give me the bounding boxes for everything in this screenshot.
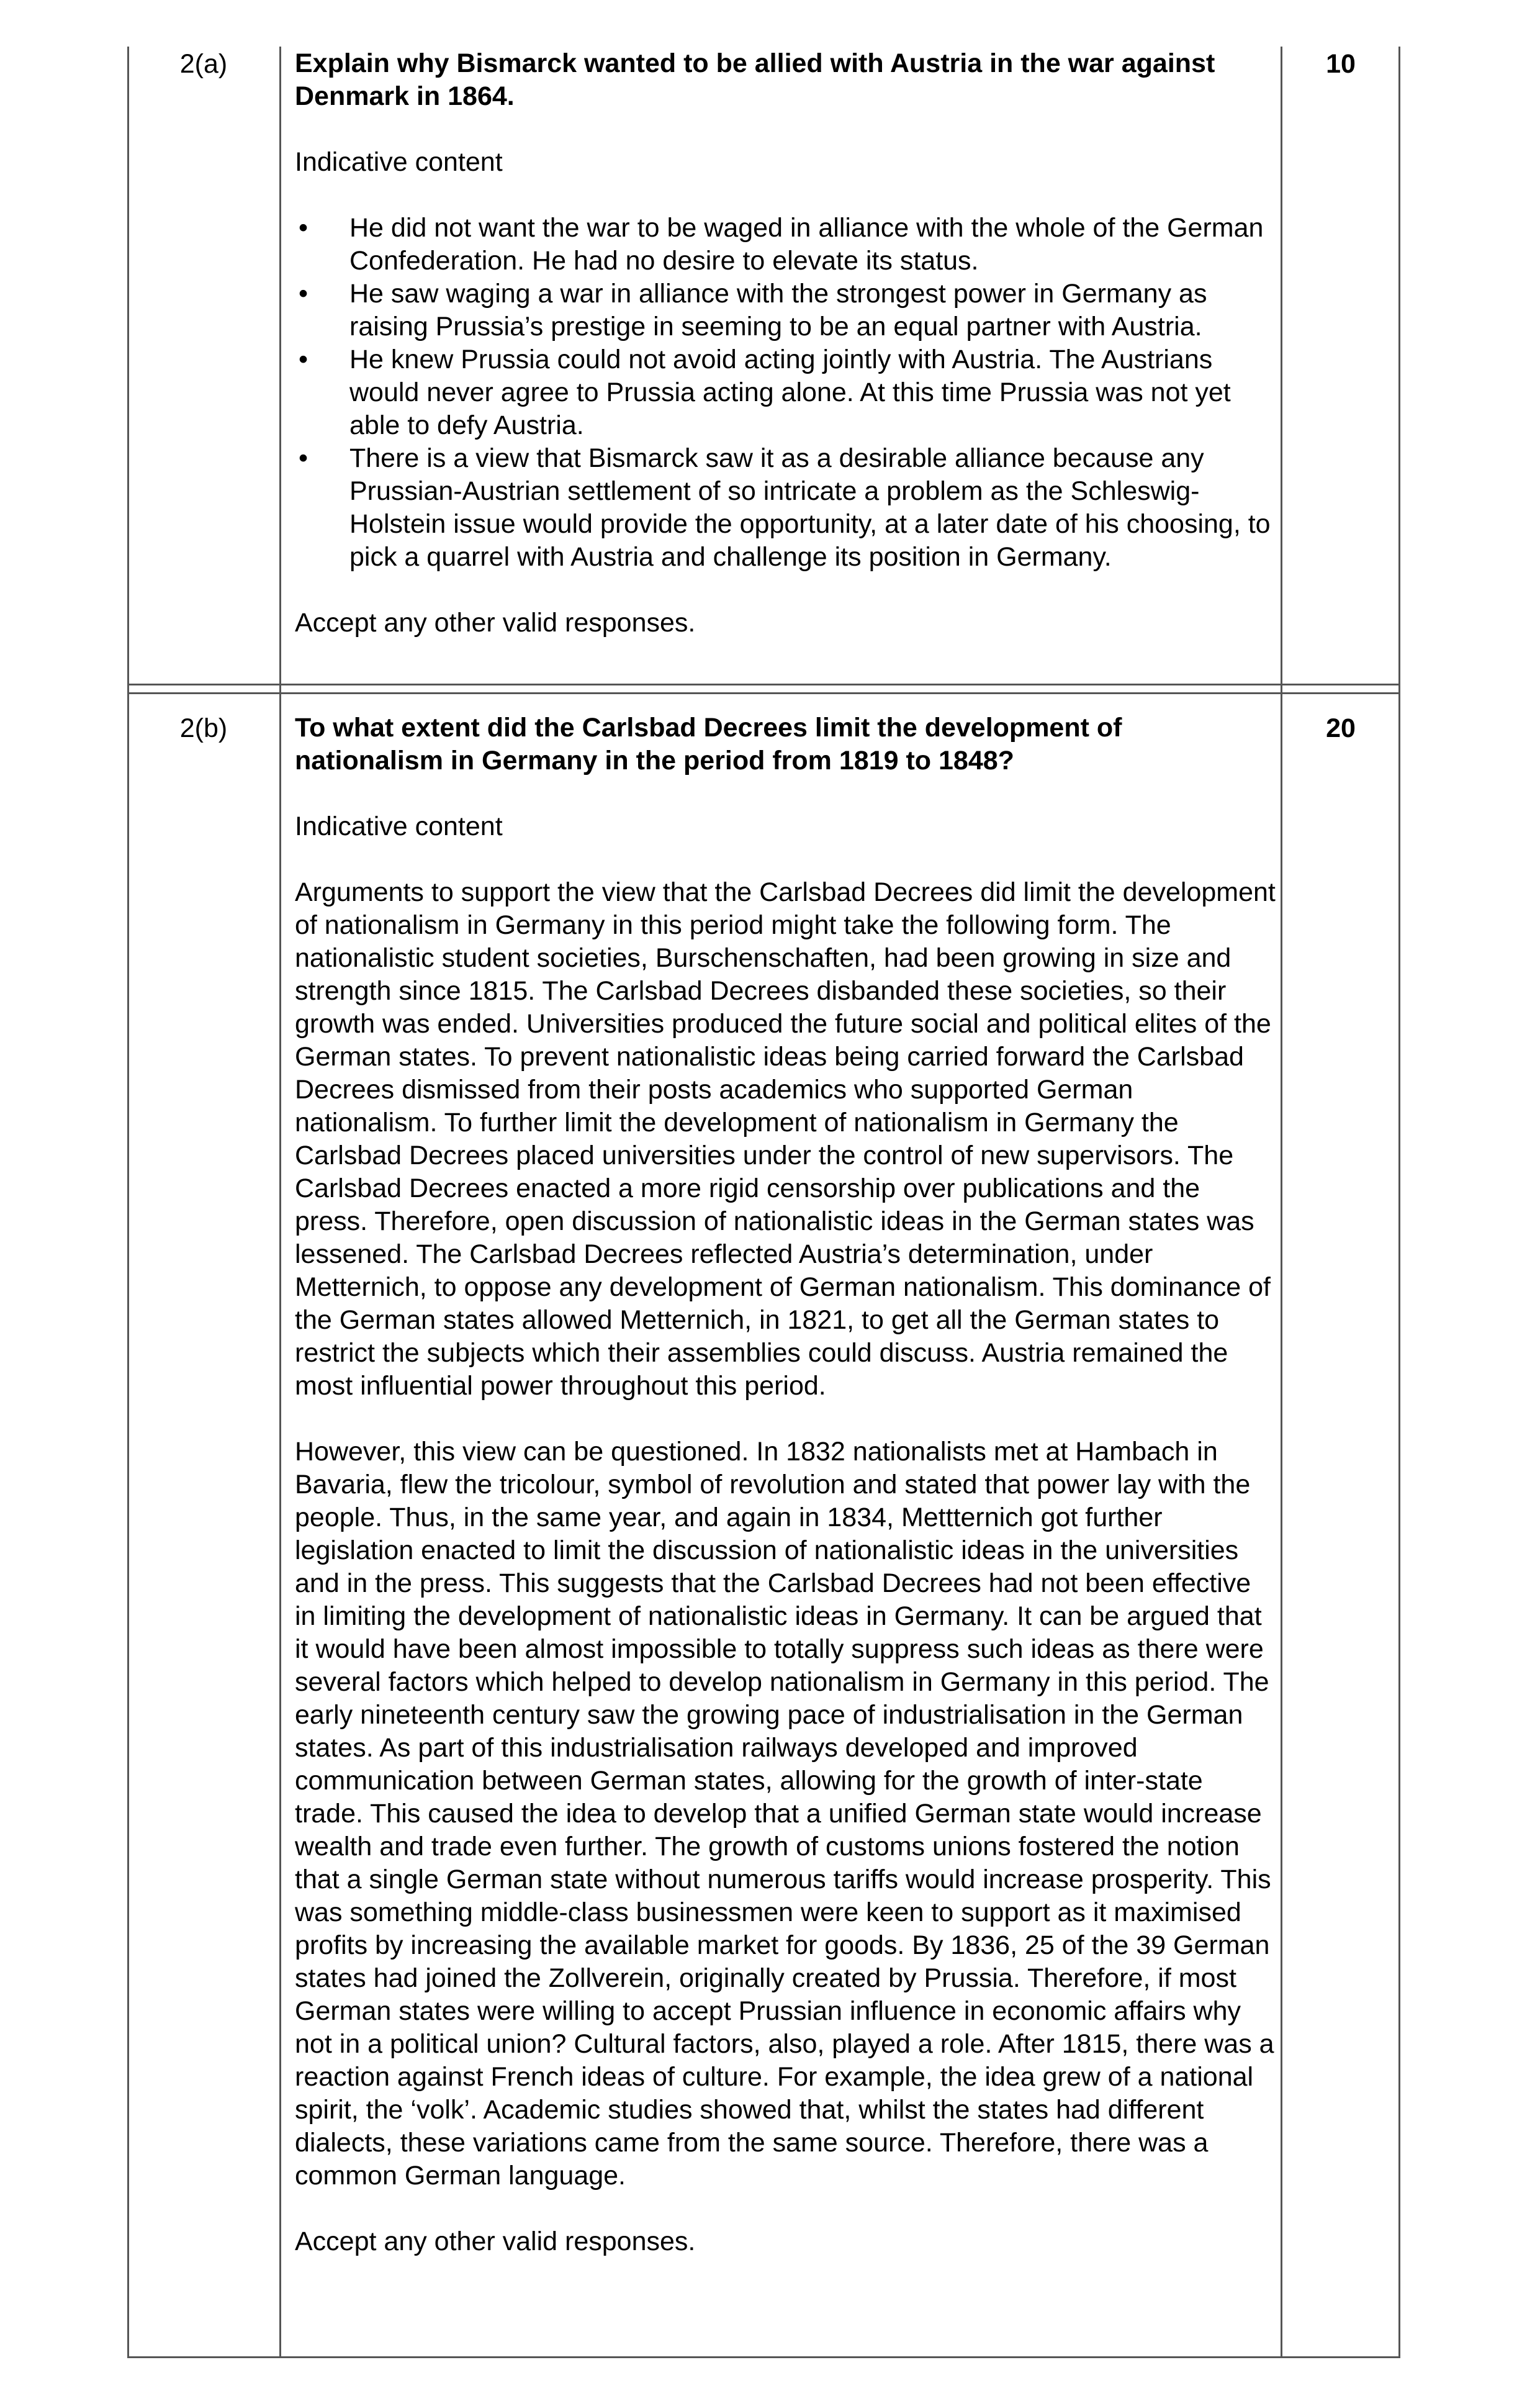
row-separator-top [127, 684, 1400, 685]
table-border-right [1398, 47, 1400, 2358]
bullet-item: • He knew Prussia could not avoid acting jointly with Austria. The Austrians would never agree to Prussia acting alone. At this time Prussia was not yet able to defy Austria. [295, 343, 1276, 442]
indicative-heading-2a: Indicative content [295, 147, 503, 177]
closing-note-2b: Accept any other valid responses. [295, 2227, 696, 2256]
question-number-2b: 2(b) [179, 713, 228, 743]
answer-cell-2b [295, 712, 1276, 2258]
question-text-2a: Explain why Bismarck wanted to be allied with Austria in the war against Denmark in 1864. [295, 48, 1215, 111]
question-text-2b: To what extent did the Carlsbad Decrees limit the development of nationalism in Germany in the period from 1819 to 1848? [295, 713, 1122, 775]
closing-note-2a: Accept any other valid responses. [295, 608, 696, 638]
argument-paragraph-counter: However, this view can be questioned. In 1832 nationalists met at Hambach in Bavaria, flew the tricolour, symbol of revolution and stated that power lay with the people. Thus, in the same year, and again in 1834, Mettternich got further legislation enacted to limit the discussion of nationalistic ideas in the universities and in the press. This suggests that the Carlsbad Decrees had not been effective in limiting the development of nationalistic ideas in Germany. It can be argued that it would have been almost impossible to totally suppress such ideas as there were several factors which helped to develop nationalism in Germany in this period. The early nineteenth century saw the growing pace of industrialisation in the German states. As part of this industrialisation railways developed and improved communication between German states, allowing for the growth of inter-state trade. This caused the idea to develop that a unified German state would increase wealth and trade even further. The growth of customs unions fostered the notion that a single German state without numerous tariffs would increase prosperity. This was something middle-class businessmen were keen to support as it maximised profits by increasing the available market for goods. By 1836, 25 of the 39 German states had joined the Zollverein, originally created by Prussia. Therefore, if most German states were willing to accept Prussian influence in economic affairs why not in a political union? Cultural factors, also, played a role. After 1815, there was a reaction against French ideas of culture. For example, the idea grew of a national spirit, the ‘volk’. Academic studies showed that, whilst the states had different dialects, these variations came from the same source. Therefore, there was a common German language. [295, 1437, 1274, 2191]
marks-2a: 10 [1326, 49, 1356, 79]
column-divider-1 [279, 47, 281, 2358]
question-number-2a: 2(a) [179, 49, 228, 79]
row-separator-bottom [127, 692, 1400, 694]
marks-2b: 20 [1326, 713, 1356, 743]
table-border-bottom [127, 2356, 1400, 2358]
indicative-heading-2b: Indicative content [295, 812, 503, 841]
answer-cell-2a [295, 47, 1276, 640]
column-divider-2 [1281, 47, 1282, 2358]
argument-paragraph-support: Arguments to support the view that the Carlsbad Decrees did limit the development of nationalism in Germany in this period might take the following form. The nationalistic student societies, Burschenschaften, had been growing in size and strength since 1815. The Carlsbad Decrees disbanded these societies, so their growth was ended. Universities produced the future social and political elites of the German states. To prevent nationalistic ideas being carried forward the Carlsbad Decrees dismissed from their posts academics who supported German nationalism. To further limit the development of nationalism in Germany the Carlsbad Decrees placed universities under the control of new supervisors. The Carlsbad Decrees enacted a more rigid censorship over publications and the press. Therefore, open discussion of nationalistic ideas in the German states was lessened. The Carlsbad Decrees reflected Austria’s determination, under Metternich, to oppose any development of German nationalism. This dominance of the German states allowed Metternich, in 1821, to get all the German states to restrict the subjects which their assemblies could discuss. Austria remained the most influential power throughout this period. [295, 877, 1276, 1401]
bullet-list-2a [295, 212, 1276, 574]
bullet-item: • He saw waging a war in alliance with the strongest power in Germany as raising Prussia’s prestige in seeming to be an equal partner with Austria. [295, 278, 1276, 343]
bullet-item: • There is a view that Bismarck saw it as a desirable alliance because any Prussian-Austrian settlement of so intricate a problem as the Schleswig-Holstein issue would provide the opportunity, at a later date of his choosing, to pick a quarrel with Austria and challenge its position in Germany. [295, 442, 1276, 574]
bullet-item: • He did not want the war to be waged in alliance with the whole of the German Confederation. He had no desire to elevate its status. [295, 212, 1276, 278]
table-border-left [127, 47, 129, 2358]
